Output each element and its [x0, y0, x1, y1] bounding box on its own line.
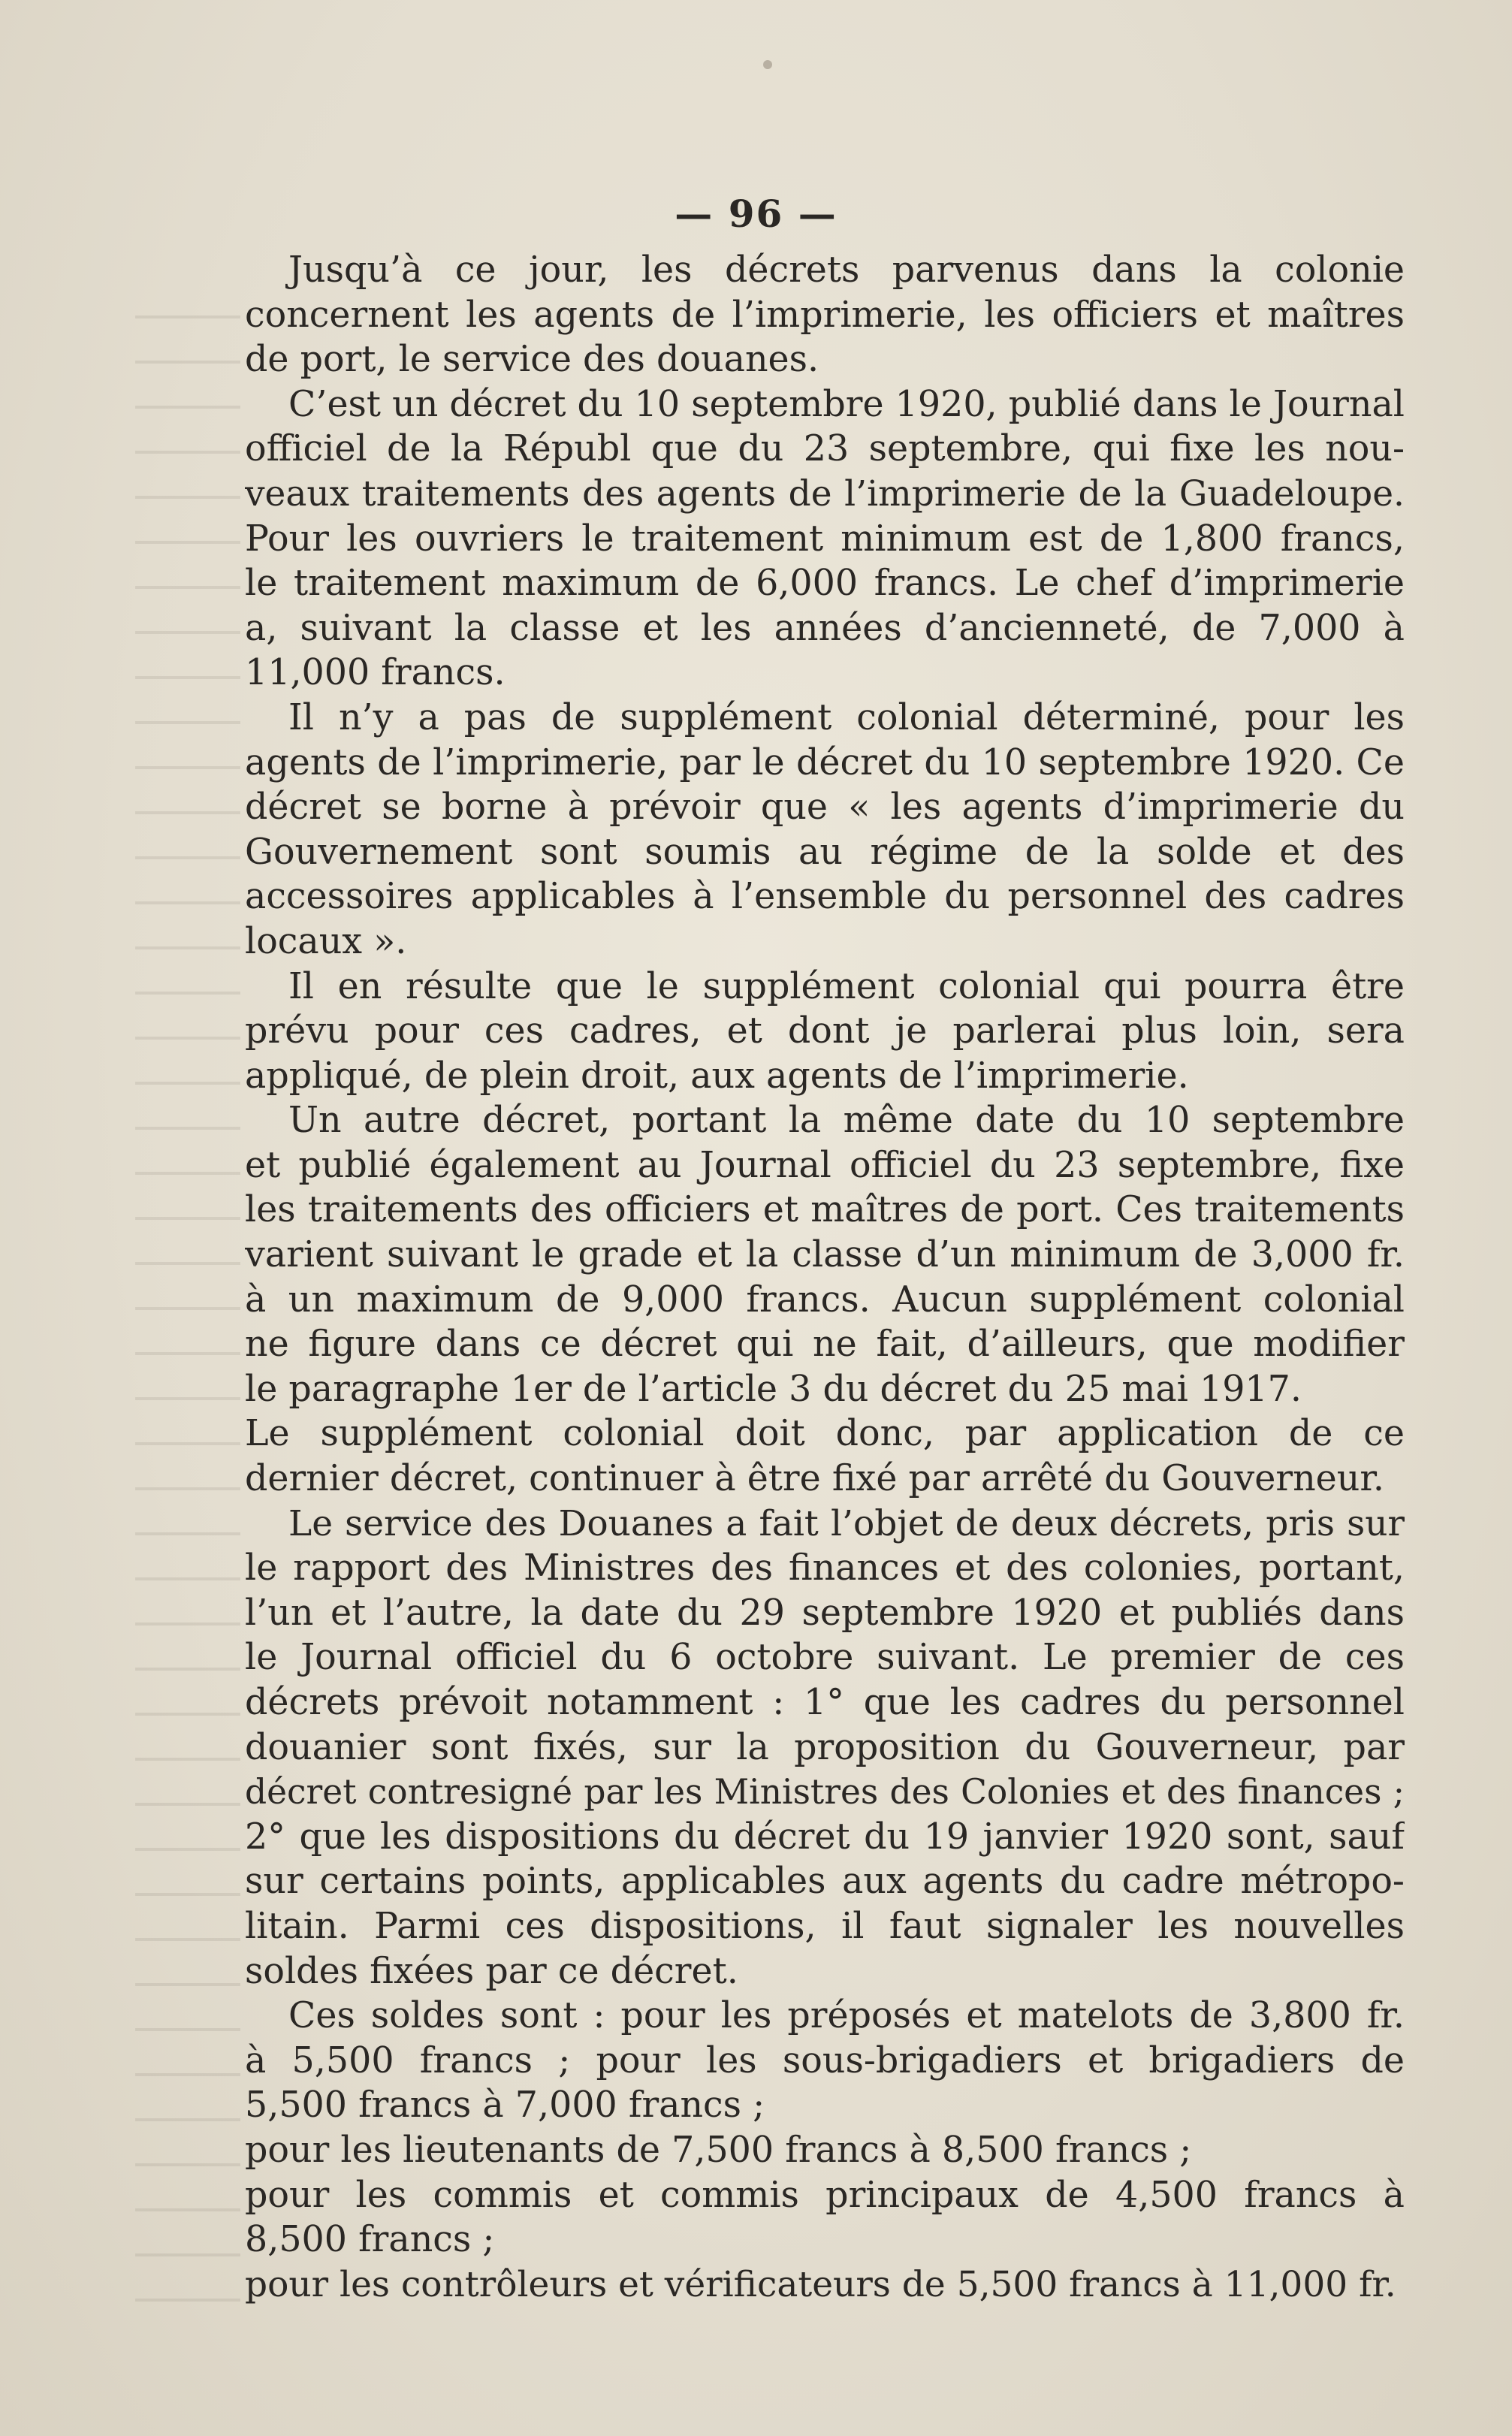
text-line: soldes fixées par ce décret. — [245, 1950, 738, 1992]
text-line: 2° que les dispositions du décret du 19 janvier 1920 sont, sauf — [245, 1816, 1405, 1858]
text-line: décret contresigné par les Ministres des Colonies et des finances ; — [245, 1772, 1405, 1813]
text-line: veaux traitements des agents de l’imprimerie de la Guadeloupe. — [245, 472, 1405, 515]
text-line: le Journal officiel du 6 octobre suivant. Le premier de ces — [245, 1637, 1405, 1679]
text-line: pour les lieutenants de 7,500 francs à 8,500 francs ; — [245, 2129, 1192, 2171]
text-line: 11,000 francs. — [245, 652, 506, 694]
text-line: litain. Parmi ces dispositions, il faut signaler les nouvelles — [245, 1905, 1405, 1947]
text-line: Un autre décret, portant la même date du 10 septembre — [288, 1100, 1405, 1142]
text-line: Gouvernement sont soumis au régime de la solde et des — [245, 831, 1405, 873]
text-line: Pour les ouvriers le traitement minimum est de 1,800 francs, — [245, 518, 1405, 560]
text-line: Il n’y a pas de supplément colonial déterminé, pour les — [288, 696, 1405, 738]
text-line: Jusqu’à ce jour, les décrets parvenus dans la colonie — [288, 249, 1405, 291]
page-number: — 96 — — [675, 192, 837, 236]
text-line: Ces soldes sont : pour les préposés et matelots de 3,800 fr. — [288, 1995, 1405, 2037]
paper-speck — [763, 60, 772, 69]
text-line: accessoires applicables à l’ensemble du personnel des cadres — [245, 876, 1405, 918]
text-line: prévu pour ces cadres, et dont je parlerai plus loin, sera — [245, 1010, 1405, 1052]
text-line: le paragraphe 1er de l’article 3 du décret du 25 mai 1917. — [245, 1368, 1302, 1410]
text-line: et publié également au Journal officiel du 23 septembre, fixe — [245, 1144, 1405, 1186]
text-line: l’un et l’autre, la date du 29 septembre 1920 et publiés dans — [245, 1592, 1405, 1634]
text-line: pour les contrôleurs et vérificateurs de 5,500 francs à 11,000 fr. — [245, 2263, 1396, 2305]
text-line: concernent les agents de l’imprimerie, les officiers et maîtres — [245, 294, 1405, 336]
text-line: sur certains points, applicables aux agents du cadre métropo- — [245, 1861, 1405, 1903]
text-line: 8,500 francs ; — [245, 2219, 495, 2261]
text-line: les traitements des officiers et maîtres de port. Ces traitements — [245, 1189, 1405, 1231]
text-line: Le service des Douanes a fait l’objet de deux décrets, pris sur — [288, 1502, 1405, 1544]
text-line: appliqué, de plein droit, aux agents de l’imprimerie. — [245, 1055, 1189, 1097]
text-line: décrets prévoit notamment : 1° que les cadres du personnel — [245, 1682, 1405, 1723]
text-line: agents de l’imprimerie, par le décret du 10 septembre 1920. Ce — [245, 741, 1405, 783]
body-text — [245, 248, 1405, 2307]
text-line: douanier sont fixés, sur la proposition du Gouverneur, par — [245, 1726, 1405, 1768]
text-line: à 5,500 francs ; pour les sous-brigadiers et brigadiers de — [245, 2039, 1405, 2081]
text-line: à un maximum de 9,000 francs. Aucun supplément colonial — [245, 1278, 1405, 1321]
text-line: varient suivant le grade et la classe d’un minimum de 3,000 fr. — [245, 1234, 1405, 1276]
text-line: a, suivant la classe et les années d’ancienneté, de 7,000 à — [245, 607, 1405, 649]
text-line: décret se borne à prévoir que « les agents d’imprimerie du — [245, 786, 1405, 829]
text-line: officiel de la Républ que du 23 septembre, qui fixe les nou- — [245, 428, 1405, 470]
text-line: C’est un décret du 10 septembre 1920, publié dans le Journal — [288, 383, 1405, 425]
text-line: pour les commis et commis principaux de 4,500 francs à — [245, 2174, 1405, 2216]
text-line: ne figure dans ce décret qui ne fait, d’ailleurs, que modifier — [245, 1324, 1405, 1366]
text-line: de port, le service des douanes. — [245, 339, 819, 381]
text-line: dernier décret, continuer à être fixé par arrêté du Gouverneur. — [245, 1458, 1384, 1500]
text-line: le traitement maximum de 6,000 francs. Le chef d’imprimerie — [245, 563, 1405, 605]
text-line: le rapport des Ministres des finances et des colonies, portant, — [245, 1547, 1405, 1589]
text-line: locaux ». — [245, 920, 407, 962]
text-line: Il en résulte que le supplément colonial qui pourra être — [288, 965, 1405, 1007]
text-line: Le supplément colonial doit donc, par application de ce — [245, 1413, 1405, 1455]
text-line: 5,500 francs à 7,000 francs ; — [245, 2084, 765, 2127]
margin-bleed-through — [135, 285, 240, 2314]
